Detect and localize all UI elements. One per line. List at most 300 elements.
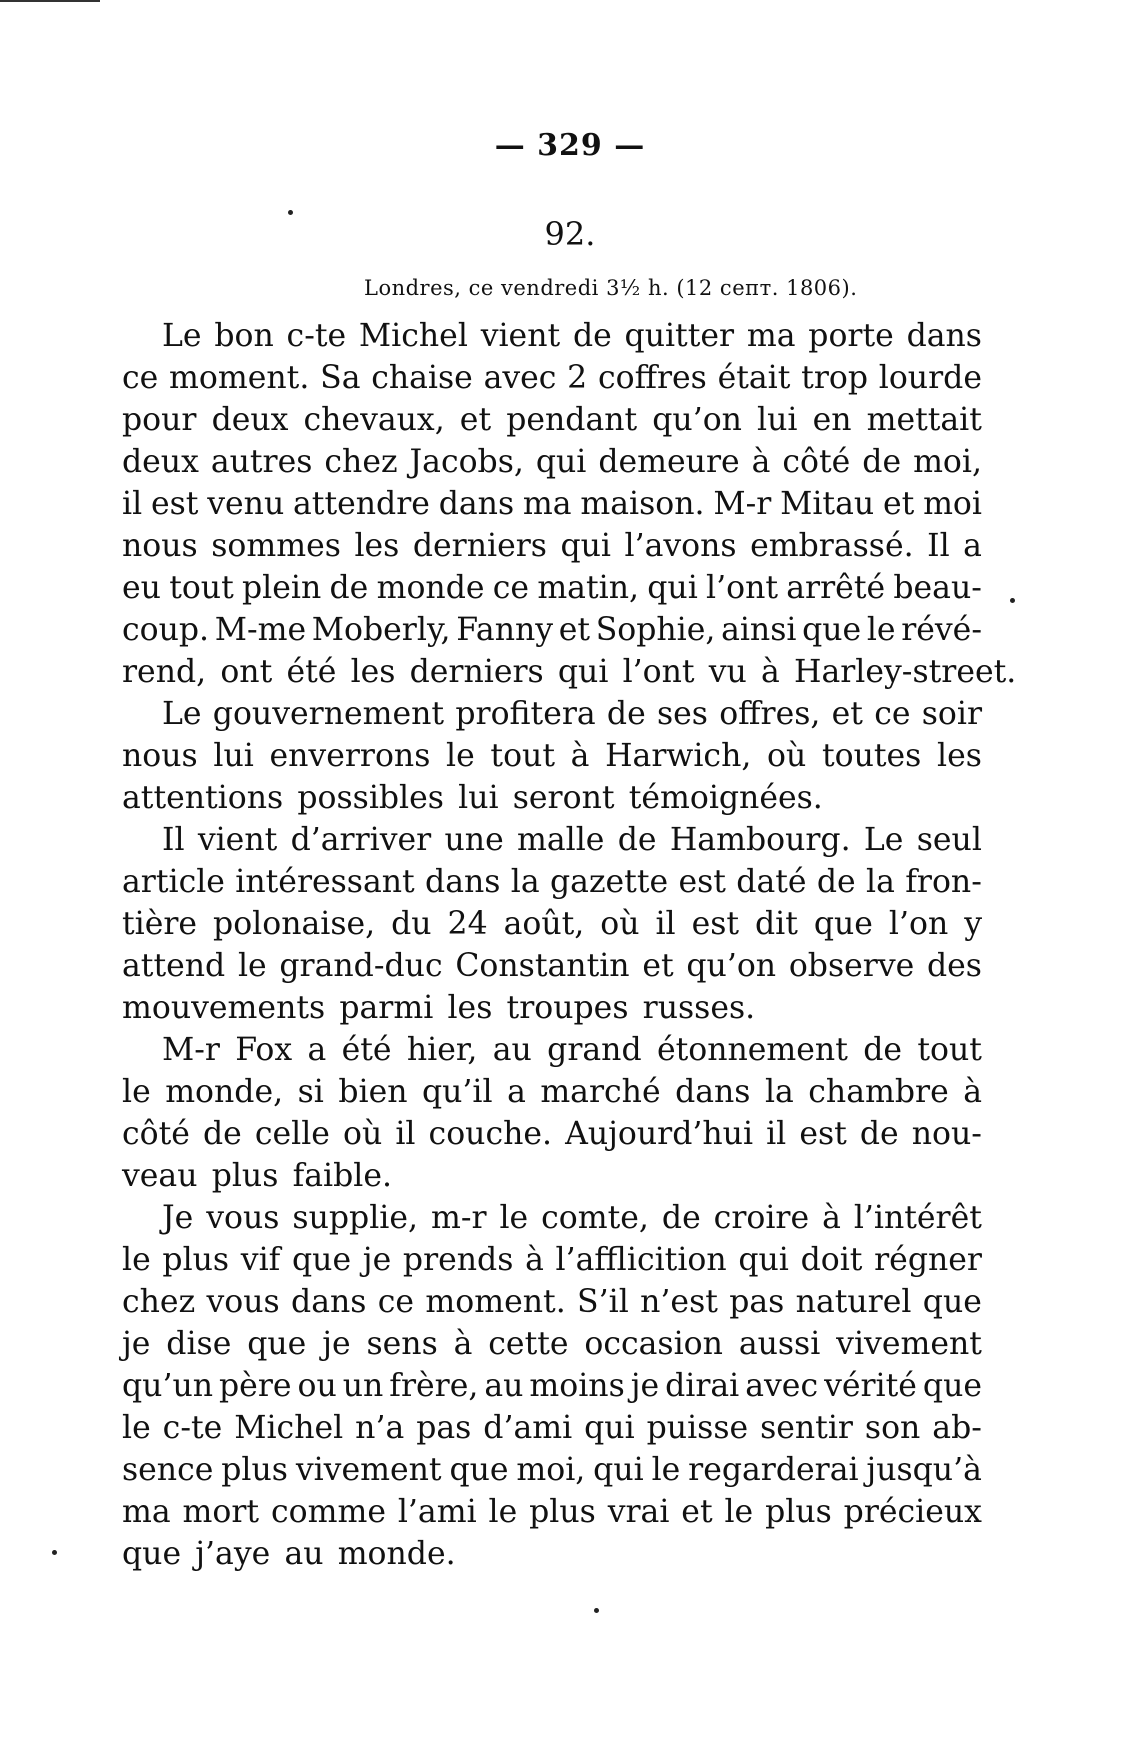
word: j’aye <box>195 1536 271 1572</box>
word: un <box>342 1368 384 1404</box>
word: monde, <box>165 1074 284 1110</box>
word: je <box>362 1242 392 1278</box>
word: tière <box>122 906 198 942</box>
word: chaise <box>371 360 473 396</box>
word: ce <box>377 1284 415 1320</box>
word: il <box>655 906 676 942</box>
word: les <box>354 528 400 564</box>
word: plus <box>765 1494 832 1530</box>
word: le <box>866 612 896 648</box>
word: Moberly, <box>311 612 451 648</box>
word: dans <box>438 486 515 522</box>
print-speck <box>288 210 293 215</box>
word: a <box>963 528 982 564</box>
word: et <box>558 612 591 648</box>
word: chambre <box>808 1074 949 1110</box>
word: de <box>329 570 369 606</box>
word: à <box>751 444 771 480</box>
word: seront <box>512 780 615 816</box>
word: vrai <box>607 1494 670 1530</box>
word: vivement <box>295 1452 442 1488</box>
word: n’est <box>640 1284 718 1320</box>
word: naturel <box>795 1284 912 1320</box>
word: porte <box>808 318 894 354</box>
word: mettait <box>866 402 982 438</box>
word: témoignées. <box>628 780 823 816</box>
word: Le <box>162 318 202 354</box>
word: précieux <box>843 1494 982 1530</box>
word: de <box>863 1032 903 1068</box>
word: que <box>449 1452 509 1488</box>
word: le <box>122 1242 151 1278</box>
word: Sa <box>320 360 361 396</box>
text-line <box>122 567 982 609</box>
paragraph <box>122 693 982 819</box>
word: que <box>922 1368 982 1404</box>
word: 2 <box>567 360 588 396</box>
word: une <box>444 822 504 858</box>
word: moins <box>529 1368 625 1404</box>
word: derniers <box>409 654 544 690</box>
word: côté <box>782 444 851 480</box>
word: ab- <box>932 1410 982 1446</box>
print-speck <box>52 1550 57 1555</box>
word: marché <box>540 1074 661 1110</box>
word: enverrons <box>269 738 431 774</box>
word: Constantin <box>455 948 630 984</box>
letter-body <box>122 315 1017 1575</box>
word: m-r <box>430 1200 487 1236</box>
text-line <box>122 1155 982 1197</box>
word: sommes <box>211 528 341 564</box>
word: jusqu’à <box>866 1452 982 1488</box>
word: de <box>862 444 902 480</box>
word: lourde <box>878 360 982 396</box>
word: monde <box>376 570 485 606</box>
word: lui <box>458 780 499 816</box>
word: a <box>507 1074 526 1110</box>
word: avec <box>745 1368 819 1404</box>
word: des <box>927 948 982 984</box>
text-line <box>122 441 982 483</box>
word: août, <box>503 906 585 942</box>
word: embrassé. <box>750 528 914 564</box>
word: je <box>630 1368 660 1404</box>
word: attendre <box>293 486 430 522</box>
word: bien <box>338 1074 408 1110</box>
word: à <box>822 1200 841 1236</box>
word: la <box>764 1074 794 1110</box>
word: Le <box>162 696 202 732</box>
word: il <box>395 1116 416 1152</box>
word: l’avons <box>624 528 737 564</box>
word: Jacobs, <box>409 444 524 480</box>
text-line <box>122 1029 982 1071</box>
word: ma <box>122 1494 171 1530</box>
word: dans <box>675 1074 751 1110</box>
text-line <box>122 1071 982 1113</box>
word: profitera <box>455 696 596 732</box>
word: toutes <box>821 738 922 774</box>
word: n’a <box>355 1410 405 1446</box>
word: M-r <box>713 486 772 522</box>
word: de <box>661 1200 701 1236</box>
word: à <box>570 738 590 774</box>
word: offres, <box>719 696 821 732</box>
word: lui <box>213 738 254 774</box>
text-line <box>122 1533 982 1575</box>
word: l’ont <box>706 570 779 606</box>
word: vif <box>240 1242 281 1278</box>
word: vient <box>480 318 561 354</box>
word: pendant <box>506 402 638 438</box>
word: hier, <box>406 1032 478 1068</box>
word: daté <box>736 864 807 900</box>
word: dans <box>291 1284 367 1320</box>
word: Mitau <box>780 486 875 522</box>
word: ou <box>297 1368 337 1404</box>
word: été <box>286 654 337 690</box>
page-number: — 329 — <box>494 128 646 163</box>
top-edge-rule <box>0 0 100 2</box>
word: attentions <box>122 780 284 816</box>
word: à <box>963 1074 982 1110</box>
word: régner <box>874 1242 982 1278</box>
word: veau <box>122 1158 198 1194</box>
word: que <box>247 1326 307 1362</box>
paragraph <box>122 1197 982 1575</box>
text-line <box>122 1197 982 1239</box>
word: tout <box>169 570 234 606</box>
word: nou- <box>911 1116 982 1152</box>
word: Michel <box>358 318 468 354</box>
word: il <box>766 1116 787 1152</box>
word: gazette <box>550 864 669 900</box>
word: au <box>492 1032 532 1068</box>
print-speck <box>594 1608 599 1613</box>
word: pas <box>729 1284 785 1320</box>
word: de <box>816 864 856 900</box>
word: qui <box>593 1452 644 1488</box>
word: Hambourg. <box>669 822 851 858</box>
word: couche. <box>428 1116 553 1152</box>
paragraph <box>122 1029 982 1197</box>
word: Il <box>162 822 185 858</box>
word: prends <box>402 1242 514 1278</box>
word: plus <box>529 1494 596 1530</box>
word: doit <box>800 1242 863 1278</box>
word: vous <box>206 1284 280 1320</box>
word: qu’on <box>652 402 742 438</box>
text-line <box>122 1323 982 1365</box>
word: grand-duc <box>279 948 443 984</box>
text-line <box>122 735 982 777</box>
word: c-te <box>162 1410 223 1446</box>
word: dise <box>166 1326 232 1362</box>
word: et <box>642 948 674 984</box>
text-line <box>122 651 1017 693</box>
word: arrêté <box>786 570 886 606</box>
word: malle <box>517 822 605 858</box>
word: pas <box>416 1410 472 1446</box>
word: ses <box>656 696 708 732</box>
word: derniers <box>412 528 547 564</box>
word: vous <box>206 1200 280 1236</box>
letter-number: 92. <box>544 215 596 253</box>
word: comme <box>270 1494 386 1530</box>
word: que <box>813 906 873 942</box>
word: de <box>859 1116 899 1152</box>
word: de <box>617 822 657 858</box>
word: où <box>600 906 640 942</box>
word: chez <box>122 1284 196 1320</box>
word: la <box>510 864 540 900</box>
word: M-r <box>162 1032 220 1068</box>
text-line <box>122 819 982 861</box>
word: qui <box>557 654 609 690</box>
word: moment. <box>169 360 310 396</box>
word: Sophie, <box>595 612 716 648</box>
word: russes. <box>642 990 756 1026</box>
word: trop <box>801 360 869 396</box>
word: d’ami <box>483 1410 573 1446</box>
word: possibles <box>297 780 444 816</box>
word: à <box>453 1326 473 1362</box>
word: qui <box>738 1242 789 1278</box>
word: sence <box>122 1452 214 1488</box>
word: quitter <box>624 318 735 354</box>
text-line <box>122 1239 982 1281</box>
text-line <box>122 903 982 945</box>
word: du <box>391 906 432 942</box>
word: soir <box>921 696 982 732</box>
word: avec <box>483 360 557 396</box>
word: dans <box>425 864 501 900</box>
word: supplie, <box>292 1200 418 1236</box>
word: son <box>864 1410 921 1446</box>
word: si <box>297 1074 324 1110</box>
word: dirai <box>665 1368 740 1404</box>
word: et <box>882 486 915 522</box>
word: vu <box>708 654 747 690</box>
word: Fox <box>235 1032 293 1068</box>
word: rend, <box>122 654 207 690</box>
word: père <box>219 1368 292 1404</box>
word: ce <box>492 570 530 606</box>
word: Harwich, <box>605 738 752 774</box>
word: gouvernement <box>212 696 445 732</box>
word: de <box>202 1116 242 1152</box>
word: sentir <box>760 1410 853 1446</box>
word: venu <box>207 486 285 522</box>
word: été <box>341 1032 392 1068</box>
word: mort <box>182 1494 260 1530</box>
word: et <box>831 696 863 732</box>
word: le <box>122 1074 151 1110</box>
word: a <box>307 1032 327 1068</box>
word: M-me <box>214 612 307 648</box>
word: coup. <box>122 612 210 648</box>
word: je <box>122 1326 151 1362</box>
print-speck <box>1010 598 1015 603</box>
word: le <box>446 738 475 774</box>
word: Le <box>863 822 904 858</box>
word: le <box>488 1494 518 1530</box>
word: est <box>799 1116 847 1152</box>
word: moi, <box>516 1452 586 1488</box>
word: le <box>724 1494 754 1530</box>
word: attend <box>122 948 226 984</box>
word: que <box>292 1242 352 1278</box>
text-line <box>122 399 982 441</box>
word: Fanny <box>456 612 554 648</box>
text-line <box>122 945 982 987</box>
word: nous <box>122 738 198 774</box>
word: fron- <box>905 864 982 900</box>
word: le <box>499 1200 529 1236</box>
dateline: Londres, ce vendredi 3½ h. (12 септ. 1806). <box>364 276 858 300</box>
word: d’arriver <box>290 822 432 858</box>
word: plein <box>242 570 322 606</box>
word: l’on <box>888 906 949 942</box>
word: sens <box>366 1326 438 1362</box>
word: le <box>651 1452 681 1488</box>
word: S’il <box>577 1284 629 1320</box>
word: est <box>691 906 740 942</box>
word: est <box>678 864 726 900</box>
word: vivement <box>836 1326 982 1362</box>
word: dit <box>755 906 798 942</box>
word: que <box>802 612 862 648</box>
word: Il <box>927 528 950 564</box>
word: y <box>964 906 982 942</box>
word: moment. <box>425 1284 566 1320</box>
word: de <box>572 318 612 354</box>
text-line <box>122 1365 982 1407</box>
word: croire <box>713 1200 810 1236</box>
word: qui <box>647 570 698 606</box>
word: plus <box>221 1452 288 1488</box>
word: intéressant <box>235 864 415 900</box>
word: les <box>350 654 396 690</box>
word: celle <box>254 1116 330 1152</box>
word: demeure <box>598 444 740 480</box>
word: parmi <box>339 990 434 1026</box>
word: nous <box>122 528 198 564</box>
text-line <box>122 693 982 735</box>
word: regarderai <box>688 1452 859 1488</box>
word: en <box>812 402 852 438</box>
word: où <box>767 738 807 774</box>
word: occasion <box>584 1326 723 1362</box>
word: grand <box>547 1032 642 1068</box>
word: et <box>681 1494 713 1530</box>
word: moi, <box>913 444 982 480</box>
word: ont <box>220 654 273 690</box>
paragraph <box>122 819 982 1029</box>
word: qui <box>535 444 587 480</box>
word: que <box>922 1284 982 1320</box>
word: comte, <box>541 1200 649 1236</box>
text-line <box>122 1281 982 1323</box>
word: maison. <box>580 486 705 522</box>
word: plus <box>162 1242 230 1278</box>
word: moi <box>923 486 982 522</box>
word: plus <box>211 1158 279 1194</box>
word: il <box>122 486 143 522</box>
word: dans <box>906 318 982 354</box>
word: ma <box>746 318 796 354</box>
text-line <box>122 315 982 357</box>
word: révé- <box>901 612 982 648</box>
word: Aujourd’hui <box>565 1116 754 1152</box>
word: seul <box>916 822 982 858</box>
word: Harley-street. <box>793 654 1017 690</box>
word: bon <box>214 318 274 354</box>
text-line <box>122 861 982 903</box>
word: monde. <box>337 1536 456 1572</box>
word: puisse <box>646 1410 749 1446</box>
word: le <box>237 948 267 984</box>
word: polonaise, <box>213 906 376 942</box>
word: lui <box>757 402 798 438</box>
word: vient <box>197 822 278 858</box>
word: je <box>322 1326 351 1362</box>
word: mouvements <box>122 990 326 1026</box>
word: qui <box>584 1410 635 1446</box>
word: autres <box>210 444 313 480</box>
word: les <box>447 990 493 1026</box>
word: Je <box>162 1200 194 1236</box>
word: troupes <box>506 990 629 1026</box>
word: Michel <box>234 1410 344 1446</box>
word: observe <box>788 948 915 984</box>
word: cette <box>488 1326 569 1362</box>
word: l’ont <box>622 654 695 690</box>
word: vérité <box>824 1368 917 1404</box>
word: au <box>484 1368 524 1404</box>
word: beau- <box>893 570 982 606</box>
text-line <box>122 1449 982 1491</box>
word: ce <box>874 696 911 732</box>
text-line <box>122 1407 982 1449</box>
word: ce <box>122 360 159 396</box>
word: la <box>866 864 895 900</box>
text-line <box>122 777 982 819</box>
word: deux <box>122 444 199 480</box>
word: le <box>122 1410 151 1446</box>
word: à <box>525 1242 544 1278</box>
word: deux <box>211 402 289 438</box>
text-line <box>122 483 982 525</box>
word: côté <box>122 1116 190 1152</box>
text-line <box>122 609 982 651</box>
word: était <box>717 360 791 396</box>
word: chevaux, <box>303 402 445 438</box>
text-line <box>122 987 982 1029</box>
word: faible. <box>292 1158 392 1194</box>
word: frère, <box>389 1368 479 1404</box>
word: étonnement <box>656 1032 848 1068</box>
word: article <box>122 864 225 900</box>
word: qui <box>560 528 611 564</box>
word: chez <box>324 444 398 480</box>
text-line <box>122 1491 982 1533</box>
word: de <box>606 696 646 732</box>
word: et <box>459 402 492 438</box>
word: eu <box>122 570 161 606</box>
word: coffres <box>597 360 707 396</box>
